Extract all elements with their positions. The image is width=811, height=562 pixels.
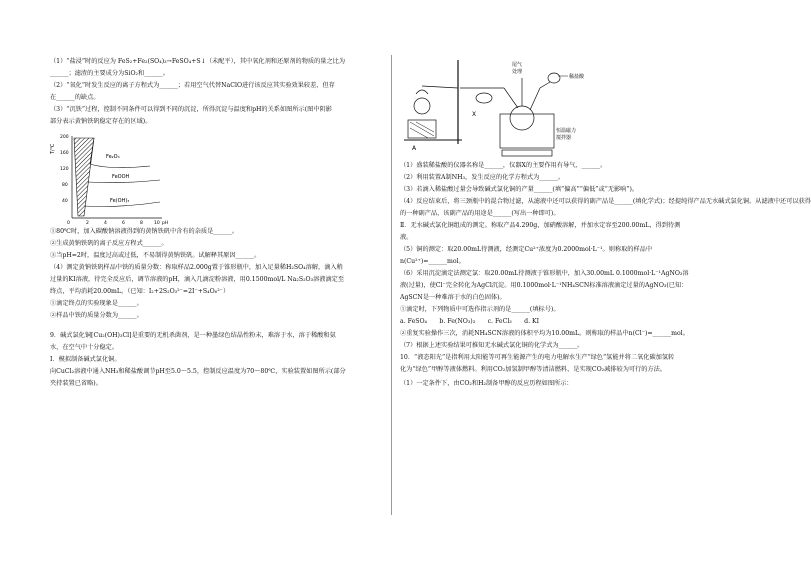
q4-line2: 过量的KI溶液，待完全反应后，调节溶液的pH，滴入几滴淀粉溶液，用0.1500mol/L Na₂S₂O₃溶液滴定至: [50, 275, 345, 283]
feoh3-label: Fe(OH)₃: [110, 197, 130, 204]
q9-section-title: Ⅰ．模拟制备碱式氯化铜。: [50, 356, 121, 364]
y-tick-160: 160: [60, 150, 69, 156]
label-x: X: [472, 111, 477, 118]
drying-bulb: [476, 93, 492, 103]
r-q4-line1: （4）反应结束后，将三颈瓶中的混合物过滤，从滤液中还可以获得的副产品是______(填化学式)；经提纯得产品无水碱式氯化铜。从滤液中还可以获得: [400, 197, 811, 205]
label-a: A: [412, 145, 417, 152]
x-tick-4: 4: [104, 220, 107, 226]
acid-label: 稀盐酸: [569, 74, 585, 80]
fe2o3-label: Fe₂O₃: [106, 153, 120, 160]
r-q4-line2: 的一种副产品，该副产品的用途是______(写出一种即可)。: [400, 209, 560, 217]
dropping-funnel: [548, 73, 560, 83]
phase-diagram-svg: [50, 130, 170, 228]
r-q6-line3: AgSCN是一种难溶于水的白色固体)。: [400, 293, 506, 301]
r-q3: （3）若滴入稀盐酸过量会导致碱式氯化铜的产量______(填“偏高”“偏低”或“无影响”)。: [400, 185, 639, 193]
y-tick-40: 40: [62, 198, 68, 204]
apparatus-svg: [400, 58, 600, 162]
r-q6-sub2: ②重复实验操作三次，消耗NH₄SCN溶液的体积平均为10.00mL。则称取的样品中n(Cl⁻)=______mol。: [400, 329, 689, 337]
r-q6-options: a. FeSO₄ b. Fe(NO₃)₃ c. FeCl₃ d. KI: [400, 317, 540, 325]
q2-line1: （2）“氧化”时发生反应的离子方程式为______；若用空气代替NaClO进行该反应其实验效果较差，但存: [50, 81, 335, 89]
x-tick-10: 10: [154, 220, 160, 226]
left-column: [50, 58, 382, 392]
water-bath: [500, 114, 554, 148]
r-section2-line1: Ⅱ．无水碱式氯化铜组成的测定。称取产品4.290g，加硝酸溶解，并加水定容至200.00mL，得到待测: [400, 221, 681, 229]
q4-line3: 终点，平均消耗20.00mL。（已知：I₂+2S₂O₃²⁻=2I⁻+S₄O₆²⁻）: [50, 287, 230, 295]
q1-line2: ______；滤渣的主要成分为SiO₂和______。: [50, 69, 169, 77]
feooh-label: FeOOH: [112, 173, 130, 180]
r-q10-line2: 化为“绿色”甲醇等液体燃料。利用CO₂加氢制甲醇等清洁燃料，是实现CO₂减排较为可行的方法。: [400, 365, 667, 373]
flask-neck: [416, 90, 428, 94]
q3-sub1: ①80℃时，加入碳酸钠溶液得到的黄钠铁矾中含有的杂质是______。: [50, 227, 239, 235]
stirrer-label-2: 搅拌器: [556, 135, 572, 141]
q3-sub2: ②生成黄钠铁矾的离子反应方程式______。: [50, 239, 168, 247]
q9-line3: 向CuCl₂溶液中通入NH₃和稀盐酸调节pH至5.0～5.5，控制反应温度为70～80℃，实验装置如图所示(部分: [50, 368, 346, 376]
heater-hatch: [410, 122, 434, 138]
q1-line1: （1）“盐浸”时的反应为 FeS₂+Fe₂(SO₄)₃→FeSO₄+S↓（未配平），其中氧化剂和还原剂的物质的量之比为: [50, 58, 346, 65]
boundary-line-2: [88, 180, 160, 183]
y-axis-label: T/℃: [50, 143, 56, 154]
r-q7: （7）根据上述实验结果可推知无水碱式氯化铜的化学式为______。: [400, 341, 584, 349]
y-tick-80: 80: [62, 182, 68, 188]
r-q10-sub1: （1）一定条件下，由CO₂和H₂制备甲醇的反应历程如图所示：: [400, 380, 573, 388]
r-section2-line2: 液。: [400, 233, 413, 241]
q4-line1: （4）测定黄钠铁矾样品中铁的质量分数：称取样品2.000g置于锥形瓶中，加入足量稀H₂SO₄溶解，滴入稍: [50, 263, 343, 271]
column-divider: [391, 55, 392, 515]
x-tick-8: 8: [140, 220, 143, 226]
jarosite-region: [74, 138, 94, 216]
q3-line1: （3）“沉铁”过程，控制不同条件可以得到不同的沉淀，所得沉淀与温度和pH的关系如图所示(图中阴影: [50, 105, 332, 113]
r-q6-line1: （6）采用沉淀滴定法测定氯：取20.00mL待测液于锥形瓶中，加入30.00mL 0.1000mol·L⁻¹AgNO₃溶: [400, 269, 689, 277]
phase-diagram: [50, 130, 382, 228]
stirrer-base: [502, 150, 552, 156]
q3-sub3: ③当pH=2时，温度过高或过低，不易制得黄钠铁矾。试解释其原因______。: [50, 251, 261, 259]
apparatus-figure: [400, 58, 752, 162]
r-q5-line2: n(Cu²⁺)=______mol。: [400, 257, 465, 265]
x-tick-0: 0: [67, 220, 70, 226]
q2-line2: 在______的缺点。: [50, 93, 100, 101]
q4-sub2: ②样品中铁的质量分数为______。: [50, 311, 143, 319]
right-column: [400, 58, 811, 392]
treat-label: 处理: [512, 69, 523, 75]
x-tick-6: 6: [122, 220, 125, 226]
r-q2: （2）利用装置A制NH₃，发生反应的化学方程式为______。: [400, 173, 565, 181]
q9-line1: 9．碱式氯化铜[Cu₂(OH)₃Cl]是重要的无机杀菌剂，是一种墨绿色结晶性粉末，难溶于水，溶于稀酸和氨: [50, 332, 336, 340]
x-tick-2: 2: [86, 220, 89, 226]
funnel-neck: [530, 82, 550, 110]
y-tick-200: 200: [60, 134, 69, 140]
r-q1: （1）盛装稀盐酸的仪器名称是______，仪器X的主要作用有导气、______。: [400, 162, 607, 169]
boundary-line-1: [90, 138, 150, 168]
inlet-tube: [504, 88, 518, 108]
flask-a: [414, 98, 430, 114]
stirrer-label-1: 恒温磁力: [556, 128, 577, 134]
r-q10-line1: 10．“液态阳光”是指利用太阳能等可再生能源产生的电力电解水生产“绿色”氢能并将二氧化碳加氢转: [400, 353, 675, 361]
r-q6-sub1: ①滴定时，下列物质中可选作指示剂的是______(填标号)。: [400, 305, 560, 313]
q4-sub1: ①滴定终点的实验现象是______。: [50, 299, 143, 307]
r-q5-line1: （5）铜的测定：取20.00mL待测液，经测定Cu²⁺浓度为0.2000mol·L⁻¹。则称取的样品中: [400, 245, 653, 253]
r-q6-line2: 液(过量)，使Cl⁻完全转化为AgCl沉淀。用0.1000mol·L⁻¹NH₄SCN标准溶液滴定过量的AgNO₃(已知：: [400, 281, 688, 289]
clamp-arm: [422, 86, 458, 88]
tailgas-label: 尾气: [512, 62, 523, 68]
q3-line2: 部分表示黄钠铁矾稳定存在的区域)。: [50, 117, 152, 125]
q9-line4: 夹持装置已省略)。: [50, 380, 102, 388]
y-tick-120: 120: [60, 166, 69, 172]
x-unit: pH: [162, 220, 169, 226]
q9-line2: 水，在空气中十分稳定。: [50, 344, 119, 352]
